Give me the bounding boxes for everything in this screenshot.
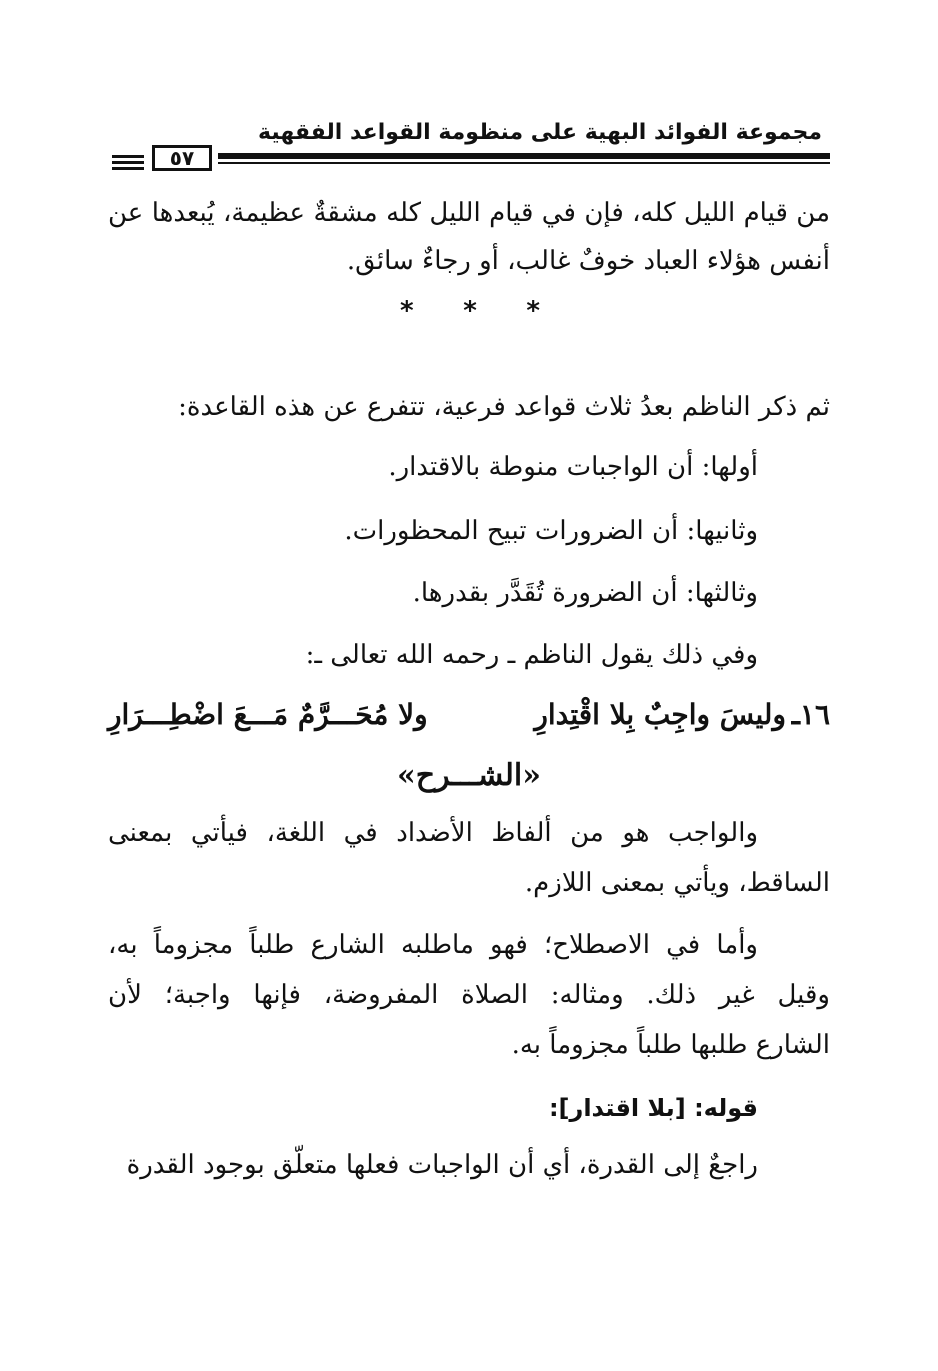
- running-title: مجموعة الفوائد البهية على منظومة القواعد الفقهية: [258, 120, 822, 145]
- short-rule: [112, 155, 144, 173]
- rule-item: أولها: أن الواجبات منوطة بالاقتدار.: [388, 452, 758, 482]
- section-separator: [400, 296, 540, 326]
- verse-number: ١٦ـ: [791, 698, 830, 731]
- verse-line: [108, 698, 830, 738]
- header-rule: [112, 145, 830, 175]
- separator-star: *: [400, 296, 414, 326]
- text-line: وقيل غير ذلك. ومثاله: الصلاة المفروضة، فإنها واجبة؛ لأن: [108, 980, 830, 1010]
- text-line: والواجب هو من ألفاظ الأضداد في اللغة، فيأتي بمعنى: [108, 818, 758, 848]
- rule-item: وثانيها: أن الضرورات تبيح المحظورات.: [344, 516, 758, 546]
- text-line: وأما في الاصطلاح؛ فهو ماطلبه الشارع طلباً مجزوماً به،: [108, 930, 758, 960]
- text-line: أنفس هؤلاء العباد خوفٌ غالب، أو رجاءٌ سائق.: [346, 246, 830, 276]
- long-rule: [218, 153, 830, 164]
- text-line: من قيام الليل كله، فإن في قيام الليل كله مشقةٌ عظيمة، يُبعدها عن: [108, 198, 830, 228]
- text-line: الشارع طلبها طلباً مجزوماً به.: [511, 1030, 830, 1060]
- poet-intro: وفي ذلك يقول الناظم ـ رحمه الله تعالى ـ:: [305, 640, 758, 670]
- sharh-heading: «الشـــرح»: [396, 758, 542, 793]
- intro-line: ثم ذكر الناظم بعدُ ثلاث قواعد فرعية، تتفرع عن هذه القاعدة:: [178, 392, 830, 422]
- verse-hemistich-second: ولا مُحَـــرَّمٌ مَـــعَ اضْطِـــرَارِ: [108, 698, 428, 731]
- verse-hemistich-first: وليسَ واجِبٌ بِلا اقْتِدارِ: [534, 698, 786, 731]
- separator-star: *: [463, 296, 477, 326]
- separator-star: *: [526, 296, 540, 326]
- rule-item: وثالثها: أن الضرورة تُقَدَّر بقدرها.: [412, 578, 758, 608]
- qawluh-heading: قوله: [بلا اقتدار]:: [548, 1094, 758, 1122]
- text-line: الساقط، ويأتي بمعنى اللازم.: [524, 868, 830, 898]
- text-line: راجعٌ إلى القدرة، أي أن الواجبات فعلها متعلّق بوجود القدرة: [126, 1150, 758, 1180]
- page-number: ٥٧: [152, 145, 212, 171]
